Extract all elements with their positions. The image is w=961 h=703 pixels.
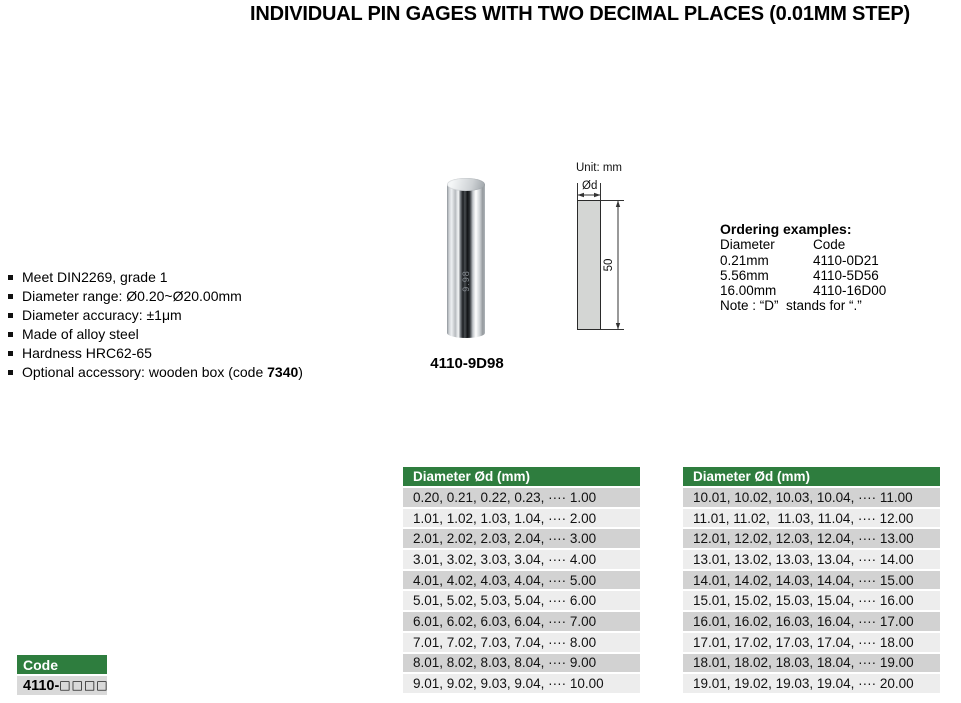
list-item <box>8 363 303 382</box>
bullet-icon <box>8 351 13 356</box>
table-row: 0.20, 0.21, 0.22, 0.23, ···· 1.00 <box>403 488 640 507</box>
arrow-up-icon <box>616 201 620 208</box>
table-row: 3.01, 3.02, 3.03, 3.04, ···· 4.00 <box>403 550 640 569</box>
arrow-right-icon <box>594 193 601 197</box>
bullet-icon <box>8 294 13 299</box>
table-row: 14.01, 14.02, 14.03, 14.04, ···· 15.00 <box>683 571 940 590</box>
feature-text: Diameter range: Ø0.20~Ø20.00mm <box>22 288 242 304</box>
pin-engraving: 9.98 <box>461 270 471 292</box>
table-row: 8.01, 8.02, 8.03, 8.04, ···· 9.00 <box>403 654 640 673</box>
code-box-header: Code <box>17 655 107 674</box>
ordering-header-row <box>720 237 886 252</box>
diameter-table-right <box>683 467 940 695</box>
code-placeholder-squares: □□□□ <box>59 678 109 692</box>
feature-list <box>8 268 303 382</box>
table-row: 6.01, 6.02, 6.03, 6.04, ···· 7.00 <box>403 612 640 631</box>
code-prefix: 4110- <box>23 677 60 694</box>
code-pattern <box>17 676 107 695</box>
code-box <box>17 655 107 695</box>
ordering-note: Note : “D” stands for “.” <box>720 298 862 314</box>
arrow-left-icon <box>578 193 585 197</box>
pin-gage-photo <box>447 178 485 338</box>
table-row: 4.01, 4.02, 4.03, 4.04, ···· 5.00 <box>403 571 640 590</box>
feature-text: Made of alloy steel <box>22 326 139 342</box>
bullet-icon <box>8 275 13 280</box>
table-row: 12.01, 12.02, 12.03, 12.04, ···· 13.00 <box>683 529 940 548</box>
table-row: 11.01, 11.02, 11.03, 11.04, ···· 12.00 <box>683 509 940 528</box>
pin-top-face <box>447 178 485 191</box>
table-row: 18.01, 18.02, 18.03, 18.04, ···· 19.00 <box>683 654 940 673</box>
table-row: 19.01, 19.02, 19.03, 19.04, ···· 20.00 <box>683 674 940 693</box>
page-title: INDIVIDUAL PIN GAGES WITH TWO DECIMAL PLACES (0.01MM STEP) <box>250 3 910 25</box>
table-header: Diameter Ød (mm) <box>683 467 940 486</box>
list-item <box>8 344 303 363</box>
table-row: 1.01, 1.02, 1.03, 1.04, ···· 2.00 <box>403 509 640 528</box>
table-row: 10.01, 10.02, 10.03, 10.04, ···· 11.00 <box>683 488 940 507</box>
list-item <box>8 268 303 287</box>
ordering-examples <box>720 222 886 314</box>
column-header-code: Code <box>813 237 846 253</box>
table-row: 7.01, 7.02, 7.03, 7.04, ···· 8.00 <box>403 633 640 652</box>
product-model-label: 4110-9D98 <box>430 355 504 372</box>
ordering-row: 0.21mm 4110-0D21 <box>720 252 879 268</box>
table-row: 2.01, 2.02, 2.03, 2.04, ···· 3.00 <box>403 529 640 548</box>
dimension-drawing <box>560 155 645 340</box>
column-header-diameter: Diameter <box>720 237 775 253</box>
diameter-table-left <box>403 467 640 695</box>
table-row: 16.01, 16.02, 16.03, 16.04, ···· 17.00 <box>683 612 940 631</box>
ordering-row: 16.00mm 4110-16D00 <box>720 283 887 299</box>
list-item <box>8 287 303 306</box>
table-row: 13.01, 13.02, 13.03, 13.04, ···· 14.00 <box>683 550 940 569</box>
diameter-dim-label: Ød <box>582 180 598 192</box>
pin-outline-rect <box>578 201 601 330</box>
feature-text: Hardness HRC62-65 <box>22 345 152 361</box>
table-row: 9.01, 9.02, 9.03, 9.04, ···· 10.00 <box>403 674 640 693</box>
list-item <box>8 325 303 344</box>
ordering-heading: Ordering examples: <box>720 221 852 237</box>
table-row: 15.01, 15.02, 15.03, 15.04, ···· 16.00 <box>683 591 940 610</box>
bullet-icon <box>8 332 13 337</box>
table-header: Diameter Ød (mm) <box>403 467 640 486</box>
pin-body <box>447 184 485 338</box>
accessory-code: 7340 <box>267 364 299 380</box>
list-item <box>8 306 303 325</box>
unit-label: Unit: mm <box>576 162 622 174</box>
bullet-icon <box>8 370 13 375</box>
feature-text: Optional accessory: wooden box (code 7340) <box>22 364 303 380</box>
bullet-icon <box>8 313 13 318</box>
arrow-down-icon <box>616 323 620 330</box>
table-row: 17.01, 17.02, 17.03, 17.04, ···· 18.00 <box>683 633 940 652</box>
table-row: 5.01, 5.02, 5.03, 5.04, ···· 6.00 <box>403 591 640 610</box>
ordering-row: 5.56mm 4110-5D56 <box>720 267 879 283</box>
feature-text: Diameter accuracy: ±1μm <box>22 307 182 323</box>
feature-text: Meet DIN2269, grade 1 <box>22 269 168 285</box>
length-dim-label: 50 <box>603 258 615 272</box>
